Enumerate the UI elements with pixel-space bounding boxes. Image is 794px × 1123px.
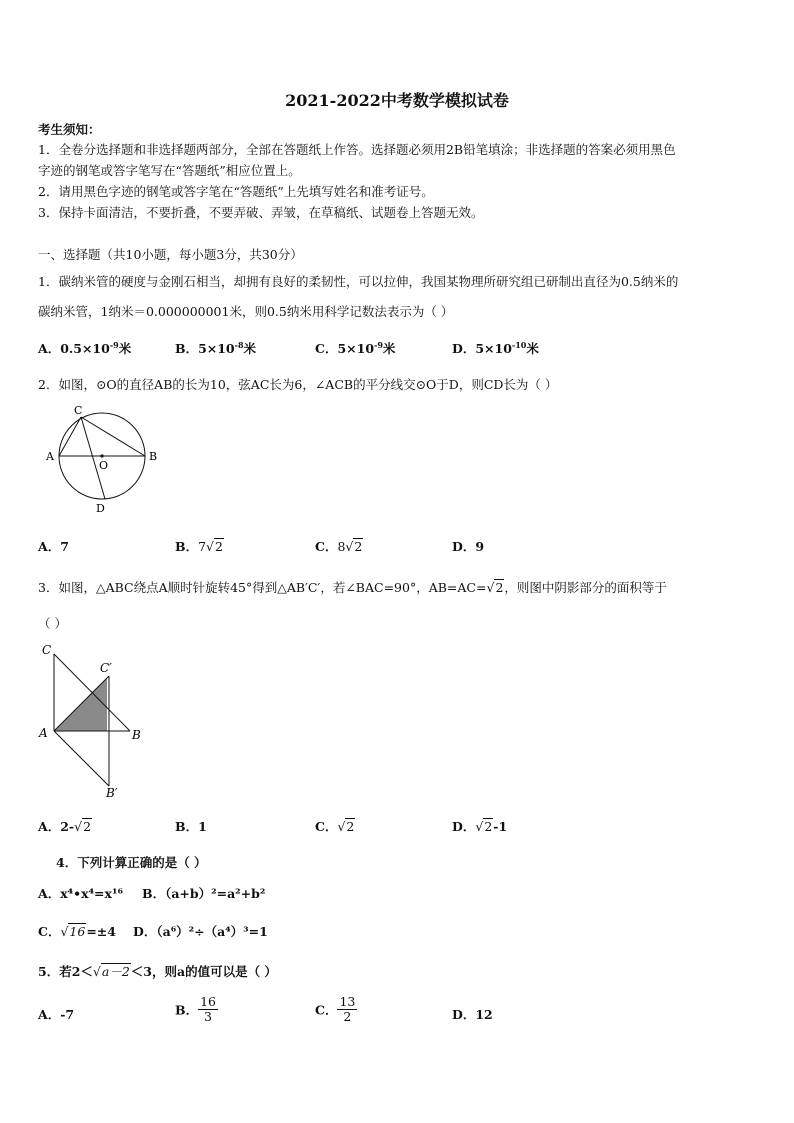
- q1-option-d: D．$5\times 10^{-10}$米: [452, 340, 539, 356]
- q2-option-c: C．8√2: [315, 539, 363, 554]
- q3-label-a: A: [39, 726, 48, 740]
- section-heading: 一、选择题（共10小题，每小题3分，共30分）: [38, 247, 303, 262]
- q3-option-a: A．2-√2: [38, 819, 92, 834]
- q4-option-c: C．√16=±4: [38, 924, 116, 939]
- notice-heading: 考生须知：: [38, 122, 101, 137]
- q3-option-d: D．√2-1: [452, 819, 508, 834]
- q2-label-a: A: [46, 450, 54, 463]
- q3-paren: （ ）: [38, 616, 67, 631]
- q2-option-d: D．9: [452, 539, 485, 554]
- q2-label-d: D: [96, 502, 105, 515]
- q2-text: 2．如图，⊙O的直径AB的长为10，弦AC长为6，∠ACB的平分线交⊙O于D，则CD长为（ ）: [38, 377, 558, 392]
- page-title: 2021-2022中考数学模拟试卷: [285, 91, 509, 110]
- q5-text: 5．若2＜√a－2＜3，则a的值可以是（ ）: [38, 964, 277, 979]
- q2-label-c: C: [74, 404, 83, 417]
- q2-option-b: B．7√2: [175, 539, 223, 554]
- q2-label-b: B: [149, 450, 158, 463]
- q3-option-c: C．√2: [315, 819, 355, 834]
- q3-rotation-figure: [36, 640, 156, 800]
- q5-option-c: C． $\frac{13}{2}$: [315, 994, 356, 1024]
- q3-text: 3．如图，△ABC绕点A顺时针旋转45°得到△AB′C′，若∠BAC=90°，AB=AC=√2，则图中阴影部分的面积等于: [38, 580, 667, 595]
- q5-option-a: A．-7: [38, 1007, 75, 1022]
- q1-option-b: B．$5\times 10^{-8}$米: [175, 340, 257, 356]
- notice-line-2: 字迹的钢笔或答字笔写在“答题纸”相应位置上。: [38, 163, 301, 178]
- notice-line-4: 3．保持卡面清洁，不要折叠，不要弄破、弄皱，在草稿纸、试题卷上答题无效。: [38, 205, 484, 220]
- q2-circle-figure: [38, 400, 168, 518]
- q4-text: 4．下列计算正确的是（ ）: [56, 855, 207, 870]
- q2-label-o: O: [99, 459, 109, 472]
- q3-label-b: B: [132, 728, 141, 742]
- q1-line-1: 1．碳纳米管的硬度与金刚石相当，却拥有良好的柔韧性，可以拉伸，我国某物理所研究组已研制出直径为0.5纳米的: [38, 274, 679, 289]
- q3-option-b: B．1: [175, 819, 207, 834]
- q5-option-b: B． $\frac{16}{3}$: [175, 994, 216, 1024]
- q2-option-a: A．7: [38, 539, 69, 554]
- notice-line-3: 2．请用黑色字迹的钢笔或答字笔在“答题纸”上先填写姓名和准考证号。: [38, 184, 434, 199]
- notice-line-1: 1．全卷分选择题和非选择题两部分，全部在答题纸上作答。选择题必须用2B铅笔填涂；非选择题的答案必须用黑色: [38, 142, 676, 157]
- q1-option-c: C．$5\times 10^{-9}$米: [315, 340, 396, 356]
- q4-option-a: A．x⁴•x⁴=x¹⁶: [38, 886, 123, 901]
- q3-label-b-prime: B′: [106, 786, 118, 800]
- q3-label-c-prime: C′: [100, 661, 112, 675]
- q4-option-b: B．（a+b）²=a²+b²: [142, 886, 266, 901]
- q1-line-2: 碳纳米管，1纳米＝0.000000001米，则0.5纳米用科学记数法表示为（ ）: [38, 304, 454, 319]
- q4-option-d: D．（a⁶）²÷（a⁴）³=1: [133, 924, 268, 939]
- q5-option-d: D．12: [452, 1007, 493, 1022]
- q1-option-a: A．$0.5\times 10^{-9}$米: [38, 340, 132, 356]
- q3-label-c: C: [42, 643, 52, 657]
